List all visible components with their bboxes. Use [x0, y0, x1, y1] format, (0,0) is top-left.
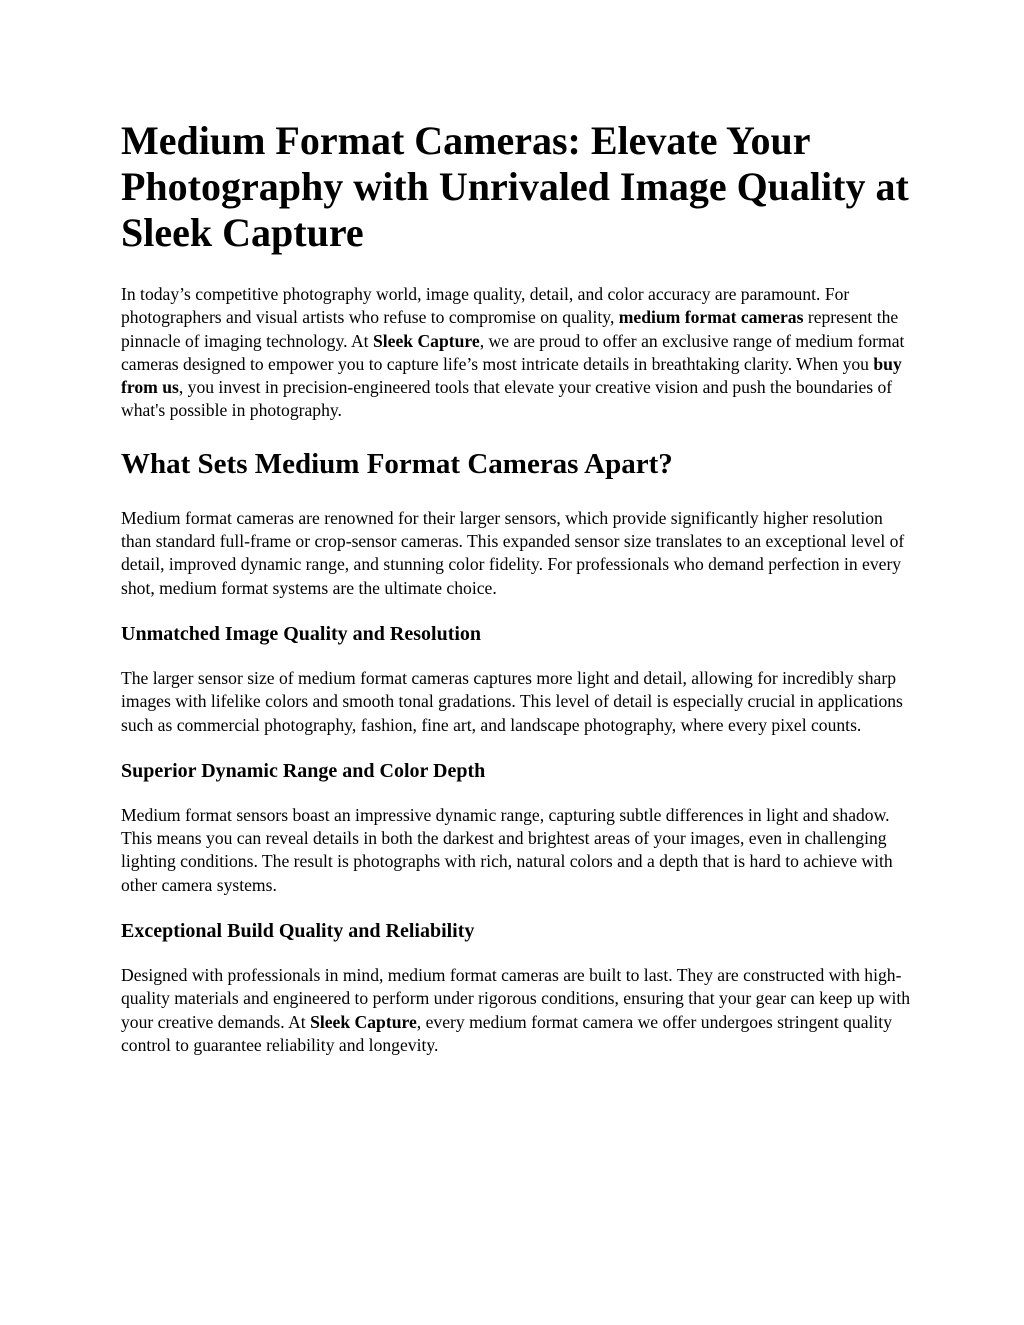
- build-text-2: , every medium format camera we offer undergoes stringent quality control to guarantee reliability and longevity.: [121, 1011, 892, 1055]
- document-page: [121, 118, 911, 1079]
- intro-paragraph: [121, 283, 911, 423]
- section-paragraph: Medium format cameras are renowned for their larger sensors, which provide significantly higher resolution than standard full-frame or crop-sensor cameras. This expanded sensor size translates to an exceptional level of detail, improved dynamic range, and stunning color fidelity. For professionals who demand perfection in every shot, medium format systems are the ultimate choice.: [121, 507, 905, 598]
- intro-bold-medium-format: medium format cameras: [618, 307, 804, 328]
- intro-text-1: In today’s competitive photography world, image quality, detail, and color accuracy are paramount. For photographers and visual artists who refuse to compromise on quality,: [121, 284, 850, 328]
- build-text-1: Designed with professionals in mind, medium format cameras are built to last. They are constructed with high-quality materials and engineered to perform under rigorous conditions, ensuring that your gear can keep up with your creative demands. At: [121, 965, 911, 1032]
- subheading-dynamic-range: Superior Dynamic Range and Color Depth: [121, 759, 486, 782]
- subheading-image-quality: Unmatched Image Quality and Resolution: [121, 622, 482, 645]
- intro-text-2: represent the pinnacle of imaging technology. At: [121, 307, 899, 351]
- section-heading: What Sets Medium Format Cameras Apart?: [121, 447, 673, 480]
- intro-text-3: , we are proud to offer an exclusive range of medium format cameras designed to empower you to capture life’s most intricate details in breathtaking clarity. When you: [121, 330, 905, 374]
- page-title: Medium Format Cameras: Elevate Your Photography with Unrivaled Image Quality at Sleek Capture: [121, 118, 909, 255]
- build-bold-sleek-capture: Sleek Capture: [310, 1011, 417, 1032]
- paragraph-build-quality: [121, 964, 911, 1057]
- intro-bold-buy-from-us: buy from us: [121, 353, 902, 398]
- intro-text-4: , you invest in precision-engineered tools that elevate your creative vision and push the boundaries of what's possible in photography.: [121, 377, 893, 421]
- intro-bold-sleek-capture: Sleek Capture: [372, 330, 480, 351]
- paragraph-image-quality: The larger sensor size of medium format cameras captures more light and detail, allowing for incredibly sharp images with lifelike colors and smooth tonal gradations. This level of detail is especially crucial in applications such as commercial photography, fashion, fine art, and landscape photography, where every pixel counts.: [121, 667, 903, 735]
- paragraph-dynamic-range: Medium format sensors boast an impressive dynamic range, capturing subtle differences in light and shadow. This means you can reveal details in both the darkest and brightest areas of your images, even in challenging lighting conditions. The result is photographs with rich, natural colors and a depth that is hard to achieve with other camera systems.: [121, 804, 893, 895]
- subheading-build-quality: Exceptional Build Quality and Reliability: [121, 920, 475, 943]
